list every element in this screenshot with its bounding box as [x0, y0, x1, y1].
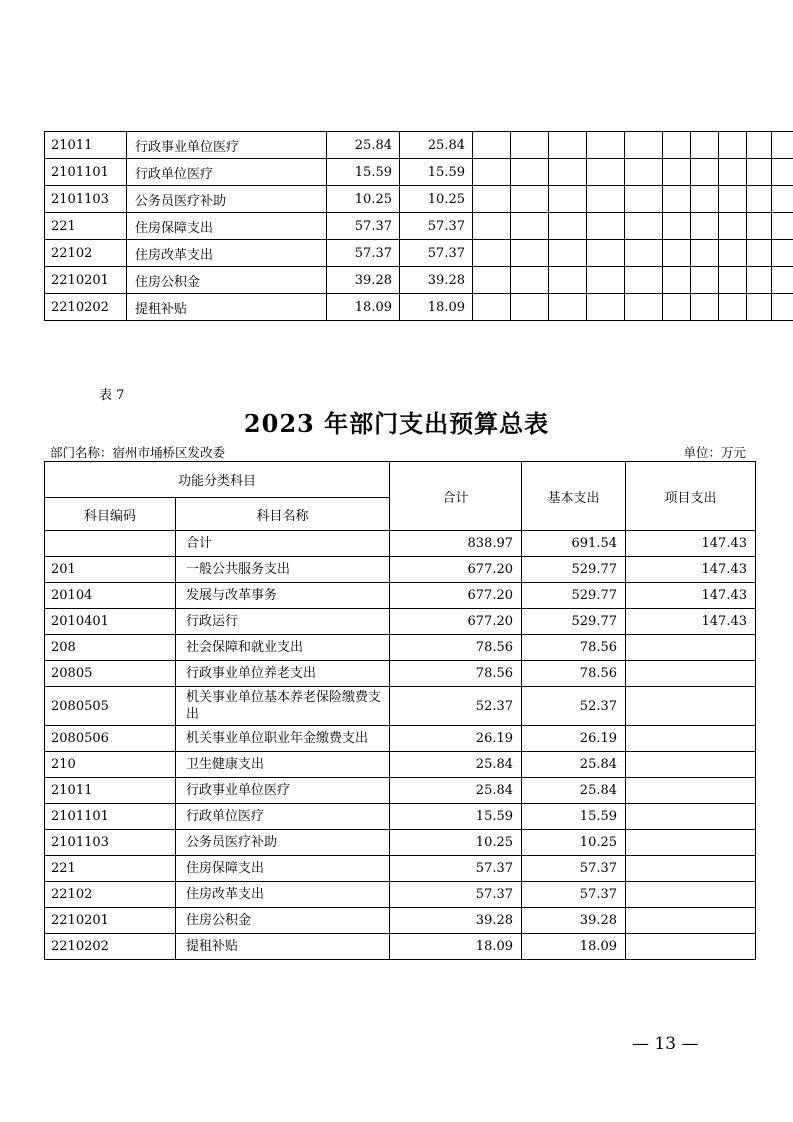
- cell-total: 10.25: [327, 186, 400, 213]
- cell-basic: 57.37: [400, 240, 473, 267]
- cell-empty: [625, 213, 663, 240]
- cell-code: 22102: [45, 882, 176, 908]
- cell-basic: 57.37: [522, 882, 626, 908]
- cell-name: 住房改革支出: [176, 882, 390, 908]
- cell-empty: [747, 294, 772, 321]
- cell-total: 26.19: [390, 726, 522, 752]
- cell-project: [626, 661, 756, 687]
- cell-name: 住房改革支出: [127, 240, 327, 267]
- cell-empty: [587, 294, 625, 321]
- cell-empty: [691, 240, 719, 267]
- cell-code: 2080505: [45, 687, 176, 726]
- cell-name: 提租补贴: [176, 934, 390, 960]
- cell-code: 210: [45, 752, 176, 778]
- cell-basic: 10.25: [400, 186, 473, 213]
- cell-empty: [747, 267, 772, 294]
- cell-total: 15.59: [327, 159, 400, 186]
- cell-name: 行政运行: [176, 609, 390, 635]
- cell-empty: [663, 213, 691, 240]
- cell-basic: 39.28: [400, 267, 473, 294]
- cell-code: 221: [45, 213, 127, 240]
- cell-basic: 57.37: [522, 856, 626, 882]
- cell-empty: [473, 186, 511, 213]
- cell-name: 卫生健康支出: [176, 752, 390, 778]
- cell-total: 25.84: [390, 752, 522, 778]
- cell-empty: [691, 186, 719, 213]
- cell-code: 21011: [45, 778, 176, 804]
- cell-code: 201: [45, 557, 176, 583]
- cell-empty: [587, 186, 625, 213]
- cell-empty: [549, 132, 587, 159]
- cell-code: 22102: [45, 240, 127, 267]
- cell-project: 147.43: [626, 583, 756, 609]
- cell-empty: [663, 294, 691, 321]
- cell-total: 15.59: [390, 804, 522, 830]
- cell-empty: [473, 267, 511, 294]
- cell-code: 2210202: [45, 934, 176, 960]
- cell-empty: [747, 159, 772, 186]
- table-row: [45, 934, 756, 960]
- cell-empty: [625, 267, 663, 294]
- cell-name: 一般公共服务支出: [176, 557, 390, 583]
- cell-empty: [719, 267, 747, 294]
- cell-empty: [663, 132, 691, 159]
- cell-name: 住房公积金: [176, 908, 390, 934]
- cell-empty: [549, 294, 587, 321]
- cell-project: [626, 856, 756, 882]
- cell-empty: [511, 186, 549, 213]
- cell-code: 221: [45, 856, 176, 882]
- page-number: — 13 —: [632, 1034, 699, 1054]
- cell-basic: 15.59: [400, 159, 473, 186]
- cell-empty: [587, 240, 625, 267]
- cell-project: [626, 778, 756, 804]
- cell-empty: [473, 294, 511, 321]
- cell-basic: 26.19: [522, 726, 626, 752]
- cell-empty: [625, 159, 663, 186]
- cell-code: 2210202: [45, 294, 127, 321]
- cell-empty: [549, 213, 587, 240]
- cell-empty: [549, 267, 587, 294]
- cell-empty: [747, 186, 772, 213]
- cell-empty: [587, 132, 625, 159]
- cell-project: [626, 687, 756, 726]
- cell-total: 78.56: [390, 635, 522, 661]
- cell-empty: [663, 159, 691, 186]
- cell-total: 677.20: [390, 609, 522, 635]
- cell-empty: [691, 159, 719, 186]
- cell-code: 21011: [45, 132, 127, 159]
- cell-empty: [747, 213, 772, 240]
- cell-name: 行政单位医疗: [127, 159, 327, 186]
- cell-name: 提租补贴: [127, 294, 327, 321]
- cell-code: 2101103: [45, 186, 127, 213]
- cell-name: 机关事业单位基本养老保险缴费支出: [176, 687, 390, 726]
- cell-total: 18.09: [390, 934, 522, 960]
- cell-empty: [625, 240, 663, 267]
- cell-total: 57.37: [390, 856, 522, 882]
- header-code: 科目编码: [45, 498, 176, 531]
- cell-empty: [719, 240, 747, 267]
- table-row: [45, 267, 793, 294]
- cell-empty: [747, 240, 772, 267]
- table-row: [45, 609, 756, 635]
- cell-empty: [663, 186, 691, 213]
- table-row: [45, 635, 756, 661]
- cell-total: 25.84: [327, 132, 400, 159]
- cell-basic: 52.37: [522, 687, 626, 726]
- table-row: [45, 213, 793, 240]
- cell-basic: 10.25: [522, 830, 626, 856]
- table-row: [45, 856, 756, 882]
- cell-name: 公务员医疗补助: [127, 186, 327, 213]
- cell-total: 52.37: [390, 687, 522, 726]
- cell-basic: 57.37: [400, 213, 473, 240]
- cell-empty: [719, 213, 747, 240]
- cell-empty: [772, 294, 793, 321]
- table-row: [45, 531, 756, 557]
- cell-empty: [473, 159, 511, 186]
- cell-name: 行政事业单位养老支出: [176, 661, 390, 687]
- table-number-label: 表 7: [99, 388, 125, 403]
- cell-empty: [772, 159, 793, 186]
- header-category: 功能分类科目: [45, 462, 390, 498]
- page-title: 2023 年部门支出预算总表: [243, 409, 550, 438]
- table-row: [45, 240, 793, 267]
- cell-empty: [587, 213, 625, 240]
- cell-total: 25.84: [390, 778, 522, 804]
- cell-empty: [511, 213, 549, 240]
- cell-empty: [719, 294, 747, 321]
- cell-name: 行政单位医疗: [176, 804, 390, 830]
- cell-name: 合计: [176, 531, 390, 557]
- cell-name: 机关事业单位职业年金缴费支出: [176, 726, 390, 752]
- cell-project: 147.43: [626, 609, 756, 635]
- cell-project: [626, 882, 756, 908]
- cell-empty: [772, 132, 793, 159]
- table-row: [45, 557, 756, 583]
- cell-basic: 529.77: [522, 557, 626, 583]
- cell-project: [626, 804, 756, 830]
- continued-budget-table: [44, 131, 793, 321]
- cell-code: 2101101: [45, 804, 176, 830]
- cell-empty: [511, 294, 549, 321]
- cell-code: 2210201: [45, 267, 127, 294]
- cell-empty: [772, 213, 793, 240]
- cell-empty: [625, 132, 663, 159]
- table-row: [45, 778, 756, 804]
- table-row: [45, 186, 793, 213]
- cell-project: [626, 635, 756, 661]
- cell-empty: [625, 294, 663, 321]
- cell-name: 住房公积金: [127, 267, 327, 294]
- cell-total: 10.25: [390, 830, 522, 856]
- cell-project: 147.43: [626, 557, 756, 583]
- cell-empty: [747, 132, 772, 159]
- cell-empty: [473, 213, 511, 240]
- cell-empty: [625, 186, 663, 213]
- cell-basic: 25.84: [522, 778, 626, 804]
- cell-basic: 529.77: [522, 609, 626, 635]
- cell-project: 147.43: [626, 531, 756, 557]
- cell-name: 社会保障和就业支出: [176, 635, 390, 661]
- cell-total: 677.20: [390, 583, 522, 609]
- cell-empty: [691, 213, 719, 240]
- cell-empty: [691, 132, 719, 159]
- cell-basic: 25.84: [400, 132, 473, 159]
- table-row: [45, 661, 756, 687]
- cell-code: 20104: [45, 583, 176, 609]
- cell-empty: [691, 294, 719, 321]
- cell-total: 57.37: [327, 240, 400, 267]
- cell-name: 住房保障支出: [176, 856, 390, 882]
- table-row: [45, 294, 793, 321]
- header-name: 科目名称: [176, 498, 390, 531]
- table-row: [45, 132, 793, 159]
- department-name: 部门名称：宿州市埇桥区发改委: [50, 445, 226, 460]
- cell-project: [626, 830, 756, 856]
- cell-empty: [511, 132, 549, 159]
- cell-empty: [549, 186, 587, 213]
- header-total: 合计: [390, 462, 522, 531]
- cell-total: 39.28: [327, 267, 400, 294]
- cell-basic: 691.54: [522, 531, 626, 557]
- cell-empty: [473, 132, 511, 159]
- table-row: [45, 830, 756, 856]
- cell-name: 公务员医疗补助: [176, 830, 390, 856]
- cell-total: 18.09: [327, 294, 400, 321]
- cell-basic: 25.84: [522, 752, 626, 778]
- cell-project: [626, 934, 756, 960]
- table-row: [45, 726, 756, 752]
- cell-code: [45, 531, 176, 557]
- table-row: [45, 752, 756, 778]
- cell-empty: [719, 132, 747, 159]
- cell-code: 2010401: [45, 609, 176, 635]
- cell-empty: [772, 186, 793, 213]
- cell-project: [626, 908, 756, 934]
- table-row: [45, 159, 793, 186]
- cell-basic: 78.56: [522, 635, 626, 661]
- cell-empty: [587, 159, 625, 186]
- header-basic: 基本支出: [522, 462, 626, 531]
- cell-basic: 39.28: [522, 908, 626, 934]
- cell-name: 住房保障支出: [127, 213, 327, 240]
- cell-total: 838.97: [390, 531, 522, 557]
- unit-label: 单位：万元: [683, 445, 746, 460]
- expenditure-budget-table: [44, 461, 756, 960]
- cell-code: 2080506: [45, 726, 176, 752]
- cell-code: 208: [45, 635, 176, 661]
- cell-empty: [549, 159, 587, 186]
- cell-name: 发展与改革事务: [176, 583, 390, 609]
- cell-total: 57.37: [390, 882, 522, 908]
- cell-basic: 15.59: [522, 804, 626, 830]
- cell-empty: [549, 240, 587, 267]
- cell-basic: 18.09: [522, 934, 626, 960]
- cell-empty: [663, 267, 691, 294]
- cell-empty: [772, 267, 793, 294]
- cell-empty: [587, 267, 625, 294]
- cell-project: [626, 752, 756, 778]
- cell-name: 行政事业单位医疗: [127, 132, 327, 159]
- cell-empty: [511, 240, 549, 267]
- cell-empty: [511, 267, 549, 294]
- cell-empty: [473, 240, 511, 267]
- cell-empty: [511, 159, 549, 186]
- cell-empty: [663, 240, 691, 267]
- table-row: [45, 882, 756, 908]
- header-project: 项目支出: [626, 462, 756, 531]
- table-row: [45, 583, 756, 609]
- cell-total: 78.56: [390, 661, 522, 687]
- cell-total: 677.20: [390, 557, 522, 583]
- cell-total: 39.28: [390, 908, 522, 934]
- table-row: [45, 908, 756, 934]
- cell-code: 20805: [45, 661, 176, 687]
- table-row: [45, 804, 756, 830]
- cell-name: 行政事业单位医疗: [176, 778, 390, 804]
- cell-empty: [719, 186, 747, 213]
- table-row: [45, 687, 756, 726]
- cell-basic: 78.56: [522, 661, 626, 687]
- cell-empty: [772, 240, 793, 267]
- cell-basic: 18.09: [400, 294, 473, 321]
- cell-empty: [719, 159, 747, 186]
- cell-code: 2101101: [45, 159, 127, 186]
- cell-total: 57.37: [327, 213, 400, 240]
- cell-code: 2210201: [45, 908, 176, 934]
- cell-project: [626, 726, 756, 752]
- cell-empty: [691, 267, 719, 294]
- cell-basic: 529.77: [522, 583, 626, 609]
- cell-code: 2101103: [45, 830, 176, 856]
